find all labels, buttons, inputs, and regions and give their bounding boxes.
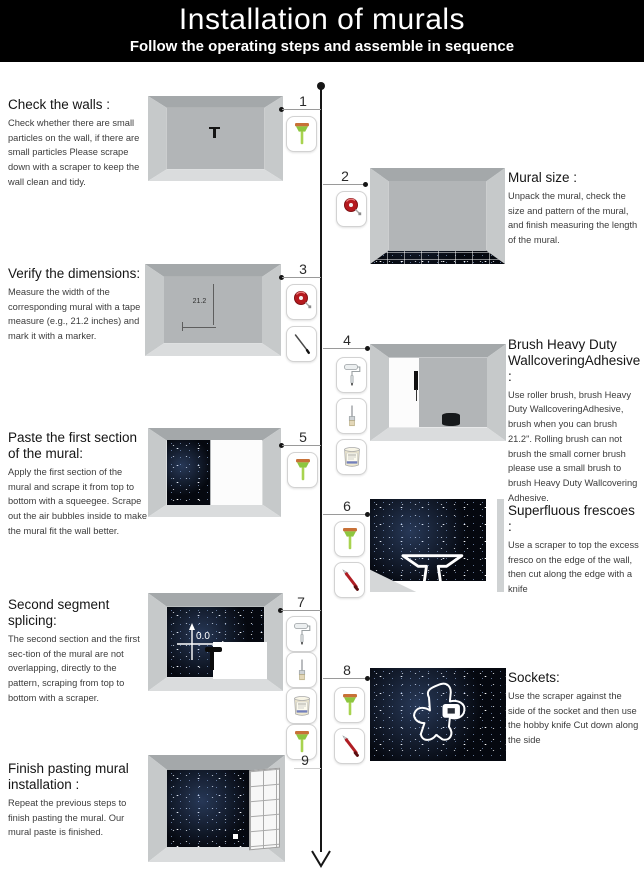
measure-tick: [182, 322, 183, 331]
alignment-annotation: [172, 620, 234, 664]
step-5-text: [8, 430, 148, 538]
measure-line: [213, 284, 214, 324]
timeline-line: [320, 86, 322, 852]
step-1-description: Check whether there are small particles on the wall, if there are small particles Please scrape down with a scraper to keep the wall clean and tidy.: [8, 117, 140, 187]
step-7-description: The second section and the first sec-tion of the mural are not overlapping, directly to the pattern, scraping from top to bottom with a scraper.: [8, 633, 140, 703]
squeegee-handle: [210, 651, 214, 670]
adhesive-brushed-strip: [389, 358, 419, 428]
step-6-description: Use a scraper to top the excess fresco on the edge of the wall, then cut along the edge with a knife: [508, 539, 639, 594]
step-9-number: 9: [301, 752, 309, 768]
step-7-tick: [281, 610, 321, 611]
measure-value-label: 21.2: [192, 298, 207, 306]
step-9-image: [148, 755, 285, 862]
scraper-icon: [334, 687, 365, 723]
page-subtitle: Follow the operating steps and assemble in sequence: [129, 38, 515, 55]
step-1-title: Check the walls :: [8, 97, 111, 112]
step-4-tick: [323, 348, 367, 349]
scraper-mark-icon: [209, 127, 220, 139]
step-8-image: [370, 668, 506, 761]
step-2-description: Unpack the mural, check the size and pattern of the mural, and finish measuring the length of the mural.: [508, 190, 638, 245]
step-6-text: [508, 503, 640, 597]
scraper-icon: [287, 452, 318, 488]
header-banner: [0, 0, 644, 62]
step-8-text: [508, 670, 640, 748]
step-4-title: Brush Heavy Duty WallcoveringAdhesive :: [508, 337, 641, 384]
step-3-title: Verify the dimensions:: [8, 266, 141, 281]
step-9-text: [8, 761, 150, 840]
roller-icon: [286, 616, 317, 652]
step-8-title: Sockets:: [508, 670, 560, 685]
step-9-title: Finish pasting mural installation :: [8, 761, 129, 792]
step-2-number: 2: [341, 168, 349, 184]
step-2-tick: [323, 184, 365, 185]
step-1-text: [8, 97, 146, 189]
step-5-tick: [282, 445, 321, 446]
step-6-tick-dot: [365, 512, 370, 517]
step-2-title: Mural size :: [508, 170, 578, 185]
step-8-description: Use the scraper against the side of the socket and then use the hobby knife Cut down along the side: [508, 690, 639, 745]
step-3-text: [8, 266, 148, 344]
step-4-description: Use roller brush, brush Heavy Duty WallcoveringAdhesive, brush when you can brush 21.2". Rolling brush can not brush the small corner brush please use a small brush to brush Heavy Duty Wallcovering Adhesive.: [508, 389, 638, 503]
step-3-tick: [282, 277, 321, 278]
roller-icon: [336, 357, 367, 393]
knife-icon: [334, 562, 365, 598]
step-8-tick-dot: [365, 676, 370, 681]
step-2-text: [508, 170, 638, 248]
step-4-number: 4: [343, 332, 351, 348]
bucket-icon: [286, 688, 317, 724]
step-6-tick: [323, 514, 367, 515]
step-3-image: [145, 264, 281, 356]
roller-silhouette-icon: [414, 371, 418, 389]
scraper-icon: [334, 521, 365, 557]
step-6-image: [370, 499, 506, 592]
step-4-tick-dot: [365, 346, 370, 351]
first-mural-section: [167, 440, 211, 504]
step-8-number: 8: [343, 662, 351, 678]
step-6-title: Superfluous frescoes :: [508, 503, 635, 534]
step-3-description: Measure the width of the corresponding mural with a tape measure (e.g., 21.2 inches) and mark it with a marker.: [8, 286, 141, 341]
tape-measure-icon: [336, 191, 367, 227]
step-7-number: 7: [297, 594, 305, 610]
step-2-tick-dot: [363, 182, 368, 187]
step-3-number: 3: [299, 261, 307, 277]
socket-outline-icon: [400, 675, 482, 753]
step-7-text: [8, 597, 150, 705]
step-5-description: Apply the first section of the mural and scrape it from top to bottom with a squeegee. Scrape out the air bubbles inside to make the mural fit the wall better.: [8, 466, 148, 536]
step-7-image: [148, 593, 283, 691]
step-4-text: [508, 337, 640, 505]
brush-icon: [336, 398, 367, 434]
marker-icon: [286, 326, 317, 362]
unpapered-wall: [211, 440, 263, 504]
step-5-image: [148, 428, 281, 517]
knife-icon: [334, 728, 365, 764]
window-grid: [249, 768, 280, 851]
step-4-image: [370, 344, 506, 441]
tape-measure-icon: [286, 284, 317, 320]
offset-value-label: 0.0: [196, 631, 211, 643]
step-6-number: 6: [343, 498, 351, 514]
step-5-number: 5: [299, 429, 307, 445]
room-back-wall: [389, 181, 486, 250]
scraper-icon: [286, 116, 317, 152]
roller-handle: [416, 389, 417, 402]
step-7-title: Second segment splicing:: [8, 597, 110, 628]
page-title: Installation of murals: [178, 3, 466, 36]
step-5-title: Paste the first section of the mural:: [8, 430, 138, 461]
bucket-icon: [336, 439, 367, 475]
wall-edge-strip: [497, 499, 504, 592]
step-2-image: [370, 168, 505, 264]
adhesive-bucket: [442, 413, 460, 427]
step-1-number: 1: [299, 93, 307, 109]
scraper-outline-icon: [397, 551, 468, 586]
step-8-tick: [323, 678, 367, 679]
socket-dot: [233, 834, 238, 839]
room-back-wall: [167, 108, 264, 169]
step-9-tick: [294, 768, 321, 769]
timeline-arrow-icon: [311, 850, 331, 868]
step-9-description: Repeat the previous steps to finish pasting the mural. Our mural paste is finished.: [8, 797, 127, 838]
brush-icon: [286, 652, 317, 688]
measure-baseline: [182, 327, 216, 328]
step-1-tick: [282, 109, 321, 110]
step-1-image: [148, 96, 283, 181]
